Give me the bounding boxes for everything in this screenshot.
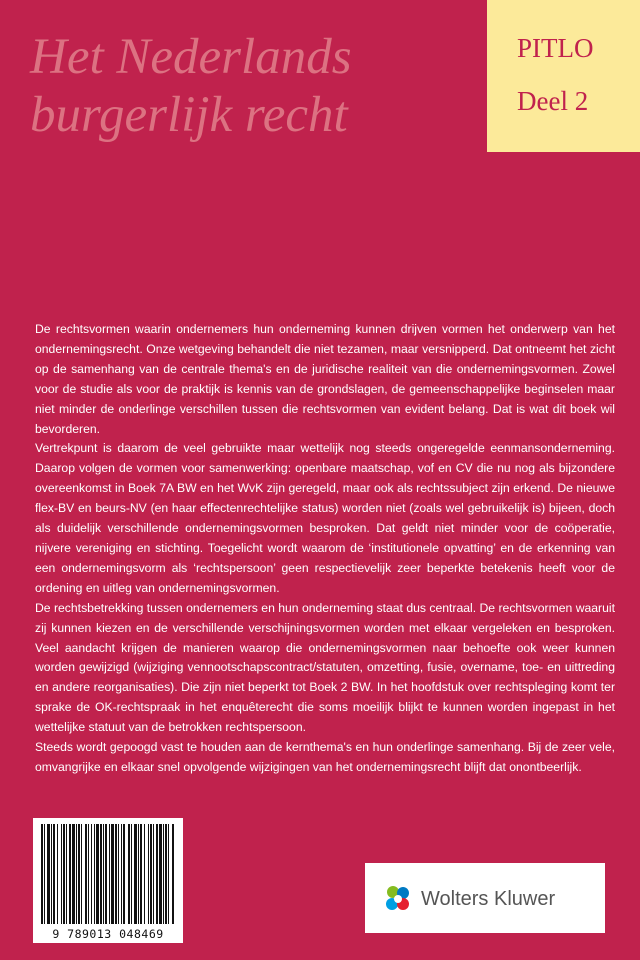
series-label-box (487, 0, 640, 152)
publisher-logo (365, 863, 605, 933)
book-title-line-2: burgerlijk recht (30, 87, 348, 143)
barcode-bars-icon (39, 824, 177, 924)
book-title-line-1: Het Nederlands (30, 29, 352, 85)
blurb-paragraph: De rechtsvormen waarin ondernemers hun onderneming kunnen drijven vormen het onderwerp van het ondernemingsrecht. Onze wetgeving behandelt die niet tezamen, maar versnipperd. Dat ontneemt het zicht op de samenhang van de centrale thema's en de juridische realiteit van die ondernemingsvormen. Zowel voor de studie als voor de praktijk is kennis van de grondslagen, de gemeenschappelijke beginselen maar niet minder de onderlinge verschillen tussen die rechtsvormen van evident belang. Dat is wat dit boek wil bevorderen. (35, 322, 615, 436)
blurb-paragraph: Steeds wordt gepoogd vast te houden aan de kernthema's en hun onderlinge samenhang. Bij de zeer vele, omvangrijke en elkaar snel opvolgende wijzigingen van het ondernemingsrecht blijft dat onontbeerlijk. (35, 740, 615, 774)
back-cover-blurb (35, 320, 615, 778)
series-part: Deel 2 (517, 86, 589, 116)
wolters-kluwer-logo-icon (383, 884, 413, 914)
series-name: PITLO (517, 33, 594, 63)
barcode (33, 818, 183, 943)
blurb-paragraph: De rechtsbetrekking tussen ondernemers en hun onderneming staat dus centraal. De rechtsvormen waaruit zij kunnen kiezen en de verschillende verschijningsvormen worden met elkaar vergeleken en besproken. Veel aandacht krijgen de manieren waarop die ondernemingsvormen naar behoefte ook weer kunnen worden gewijzigd (wijziging vennootschapscontract/statuten, omzetting, fusie, overname, toe- en uittreding en andere reorganisaties). Die zijn niet beperkt tot Boek 2 BW. In het hoofdstuk over rechtspleging komt ter sprake de OK-rechtspraak in het enquêterecht die soms moeilijk blijkt te kunnen worden ingepast in het wettelijke statuut van de betrokken rechtspersoon. (35, 600, 615, 735)
publisher-name: Wolters Kluwer (421, 888, 556, 910)
isbn-number: 9 789013 048469 (52, 927, 164, 941)
blurb-paragraph: Vertrekpunt is daarom de veel gebruikte maar wettelijk nog steeds ongeregelde eenmansonderneming. Daarop volgen de vormen voor samenwerking: openbare maatschap, vof en CV die nu nog als bijzondere overeenkomst in Boek 7A BW en het WvK zijn geregeld, maar ook als rechtssubject zijn erkend. De nieuwe flex-BV en beurs-NV (en haar effectenrechtelijke status) worden niet (zoals wel gebruikelijk is) bijeen, doch als duidelijk verschillende ondernemingsvormen besproken. Dat geldt niet minder voor de coöperatie, nijvere vereniging en stichting. Toegelicht wordt waarom de ‘institutionele opvatting’ en de erkenning van een ondernemingsvorm als ‘rechtspersoon’ geen respectievelijk zeer beperkte betekenis heeft voor de ordening en uitleg van ondernemingsvormen. (35, 441, 615, 595)
book-title (30, 28, 352, 144)
